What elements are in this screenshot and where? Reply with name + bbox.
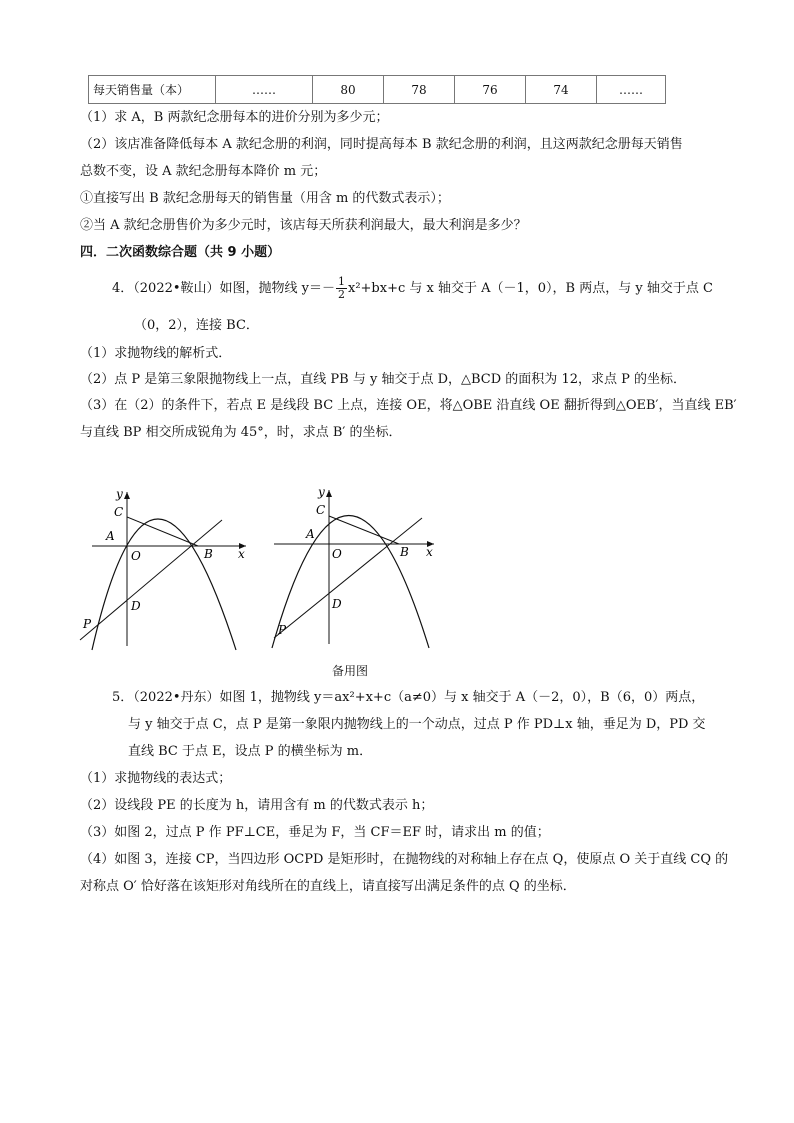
figure-caption: 备用图 bbox=[332, 664, 369, 678]
label-d: D bbox=[131, 599, 141, 613]
table-cell: …… bbox=[216, 76, 313, 104]
q4-part2: （2）点 P 是第三象限抛物线上一点，直线 PB 与 y 轴交于点 D，△BCD 的面积为 12，求点 P 的坐标． bbox=[80, 372, 686, 387]
label-d: D bbox=[332, 597, 342, 611]
line-pb bbox=[80, 520, 222, 640]
sales-table bbox=[88, 75, 666, 104]
label-p: P bbox=[83, 617, 92, 631]
label-o: O bbox=[332, 547, 342, 561]
table-cell: 78 bbox=[384, 76, 455, 104]
label-y: y bbox=[318, 485, 325, 499]
q3-part2a: （2）该店准备降低每本 A 款纪念册的利润，同时提高每本 B 款纪念册的利润，且这两款纪念册每天销售 bbox=[80, 137, 683, 152]
table-row bbox=[89, 76, 666, 104]
segment-bc bbox=[127, 517, 198, 546]
q5-part4a: （4）如图 3，连接 CP，当四边形 OCPD 是矩形时，在抛物线的对称轴上存在点 Q，使原点 O 关于直线 CQ 的 bbox=[80, 852, 729, 867]
q4-line1-a: 4．（2022•鞍山）如图，抛物线 y＝－ bbox=[112, 281, 335, 296]
label-a: A bbox=[106, 529, 115, 543]
q4-part3a: （3）在（2）的条件下，若点 E 是线段 BC 上点，连接 OE，将△OBE 沿直线 OE 翻折得到△OEB′，当直线 EB′ bbox=[80, 398, 737, 413]
q4-part1: （1）求抛物线的解析式． bbox=[80, 346, 232, 361]
q4-line2: （0，2），连接 BC． bbox=[134, 318, 259, 333]
section-heading: 四．二次函数综合题（共 9 小题） bbox=[80, 245, 281, 260]
table-cell: …… bbox=[597, 76, 666, 104]
label-c: C bbox=[316, 503, 326, 517]
q5-line3: 直线 BC 于点 E，设点 P 的横坐标为 m． bbox=[128, 744, 373, 759]
label-c: C bbox=[114, 505, 124, 519]
q5-part2: （2）设线段 PE 的长度为 h，请用含有 m 的代数式表示 h； bbox=[80, 798, 434, 813]
q3-part1: （1）求 A，B 两款纪念册每本的进价分别为多少元； bbox=[80, 110, 389, 125]
q3-sub2: ②当 A 款纪念册售价为多少元时，该店每天所获利润最大，最大利润是多少？ bbox=[80, 218, 527, 233]
fraction-numerator: 1 bbox=[338, 275, 345, 288]
q3-part2b: 总数不变，设 A 款纪念册每本降价 m 元； bbox=[80, 164, 327, 179]
q5-part3: （3）如图 2，过点 P 作 PF⊥CE，垂足为 F，当 CF＝EF 时，请求出 m 的值； bbox=[80, 825, 550, 840]
y-axis-arrow bbox=[326, 490, 332, 497]
table-cell: 74 bbox=[526, 76, 597, 104]
label-b: B bbox=[204, 547, 213, 561]
label-x: x bbox=[426, 545, 433, 559]
q5-part4b: 对称点 O′ 恰好落在该矩形对角线所在的直线上，请直接写出满足条件的点 Q 的坐标． bbox=[80, 879, 576, 894]
q4-line1 bbox=[112, 276, 713, 301]
label-a: A bbox=[306, 527, 315, 541]
q4-part3b: 与直线 BP 相交所成锐角为 45°，时，求点 B′ 的坐标． bbox=[80, 425, 402, 440]
q5-line1: 5．（2022•丹东）如图 1，抛物线 y＝ax²+x+c（a≠0）与 x 轴交于 A（－2，0），B（6，0）两点， bbox=[112, 690, 705, 705]
fraction-denominator: 2 bbox=[338, 288, 345, 301]
y-axis-arrow bbox=[124, 492, 130, 499]
label-b: B bbox=[400, 545, 409, 559]
parabola-figure-1 bbox=[72, 478, 252, 658]
label-o: O bbox=[131, 549, 141, 563]
table-cell: 76 bbox=[455, 76, 526, 104]
table-cell: 80 bbox=[313, 76, 384, 104]
parabola-figure-2 bbox=[262, 478, 442, 658]
parabola-curve bbox=[272, 516, 429, 649]
fraction bbox=[336, 276, 347, 301]
label-y: y bbox=[116, 487, 123, 501]
row-label: 每天销售量（本） bbox=[89, 76, 216, 104]
label-p: P bbox=[278, 623, 287, 637]
q5-line2: 与 y 轴交于点 C，点 P 是第一象限内抛物线上的一个动点，过点 P 作 PD⊥x 轴，垂足为 D，PD 交 bbox=[128, 717, 706, 732]
q4-line1-b: x²+bx+c 与 x 轴交于 A（－1，0），B 两点，与 y 轴交于点 C bbox=[348, 281, 713, 296]
q3-sub1: ①直接写出 B 款纪念册每天的销售量（用含 m 的代数式表示）； bbox=[80, 191, 450, 206]
q5-part1: （1）求抛物线的表达式； bbox=[80, 771, 232, 786]
label-x: x bbox=[238, 547, 245, 561]
